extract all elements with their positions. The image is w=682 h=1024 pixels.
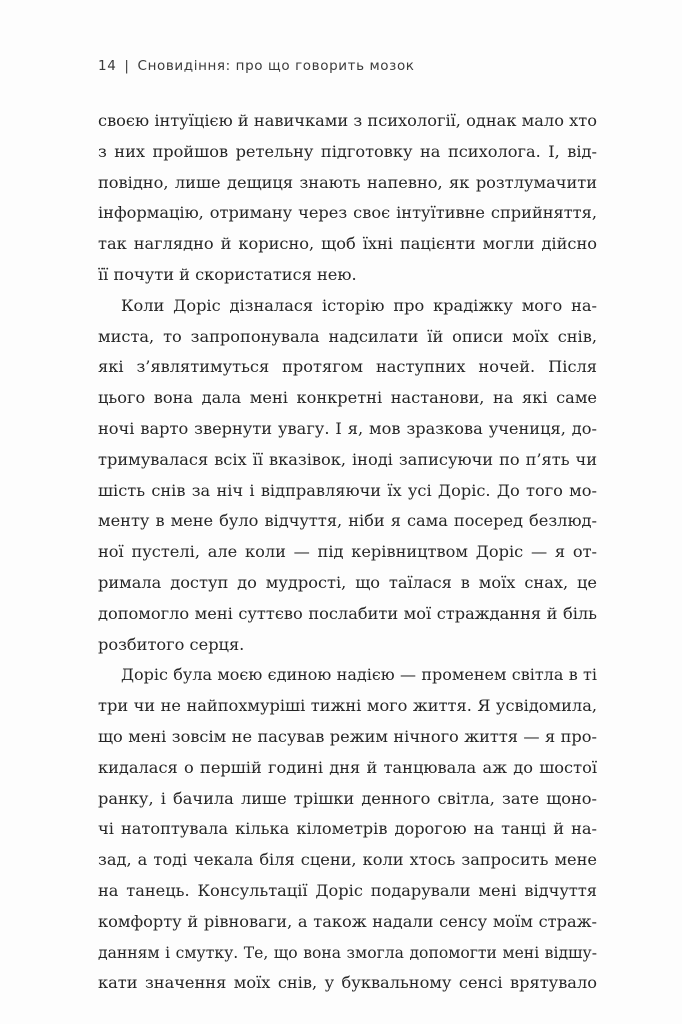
text-line: чі натоптувала кілька кілометрів дорогою на танці й на- — [98, 819, 597, 839]
text-line: данням і смутку. Те, що вона змогла допомогти мені відшу- — [98, 943, 597, 962]
text-line: допомогло мені суттєво послабити мої страждання й біль — [98, 603, 597, 623]
text-line: на танець. Консультації Доріс подарували мені відчуття — [98, 880, 597, 900]
page-number: 14 — [98, 58, 117, 74]
text-line: шість снів за ніч і відправляючи їх усі Доріс. До того мо- — [98, 480, 597, 500]
text-line: тримувалася всіх її вказівок, іноді записуючи по п’ять чи — [98, 449, 597, 469]
text-line: кидалася о першій годині дня й танцювала аж до шостої — [98, 757, 597, 777]
text-line: ночі варто звернути увагу. І я, мов зразкова учениця, до- — [98, 418, 597, 438]
paragraph-start-line: Доріс була моєю єдиною надією — променем світла в ті — [121, 665, 597, 685]
text-line: ної пустелі, але коли — під керівництвом Доріс — я от- — [98, 542, 597, 562]
text-line: римала доступ до мудрості, що таїлася в моїх снах, це — [98, 572, 597, 592]
text-line: повідно, лише дещиця знають напевно, як розтлумачити — [98, 172, 597, 192]
text-line: інформацію, отриману через своє інтуїтивне сприйняття, — [98, 203, 597, 223]
text-line: які з’являтимуться протягом наступних ночей. Після — [98, 357, 597, 377]
text-line: з них пройшов ретельну підготовку на психолога. І, від- — [98, 141, 597, 161]
body-text — [98, 106, 597, 999]
running-header — [98, 58, 415, 74]
text-line: своєю інтуїцією й навичками з психології, однак мало хто — [98, 111, 597, 130]
paragraph-start-line: Коли Доріс дізналася історію про крадіжку мого на- — [121, 295, 597, 315]
text-line: миста, то запропонувала надсилати їй описи моїх снів, — [98, 326, 597, 346]
text-line: зад, а тоді чекала біля сцени, коли хтось запросить мене — [98, 850, 597, 870]
header-separator: | — [124, 58, 130, 74]
text-line: що мені зовсім не пасував режим нічного життя — я про- — [98, 726, 597, 746]
text-line: цього вона дала мені конкретні настанови, на які саме — [98, 388, 597, 408]
text-line: ранку, і бачила лише трішки денного світла, зате щоно- — [98, 788, 597, 808]
paragraph-end-line: розбитого серця. — [98, 634, 245, 654]
paragraph-end-line: її почути й скористатися нею. — [98, 264, 357, 284]
text-line: кати значення моїх снів, у буквальному сенсі врятувало — [98, 973, 597, 993]
text-line: менту в мене було відчуття, ніби я сама посеред безлюд- — [98, 511, 597, 531]
text-line: так наглядно й корисно, щоб їхні пацієнти могли дійсно — [98, 234, 597, 254]
text-line: три чи не найпохмуріші тижні мого життя. Я усвідомила, — [98, 696, 597, 716]
book-title: Сновидіння: про що говорить мозок — [137, 58, 415, 74]
text-line: комфорту й рівноваги, а також надали сенсу моїм страж- — [98, 911, 597, 931]
